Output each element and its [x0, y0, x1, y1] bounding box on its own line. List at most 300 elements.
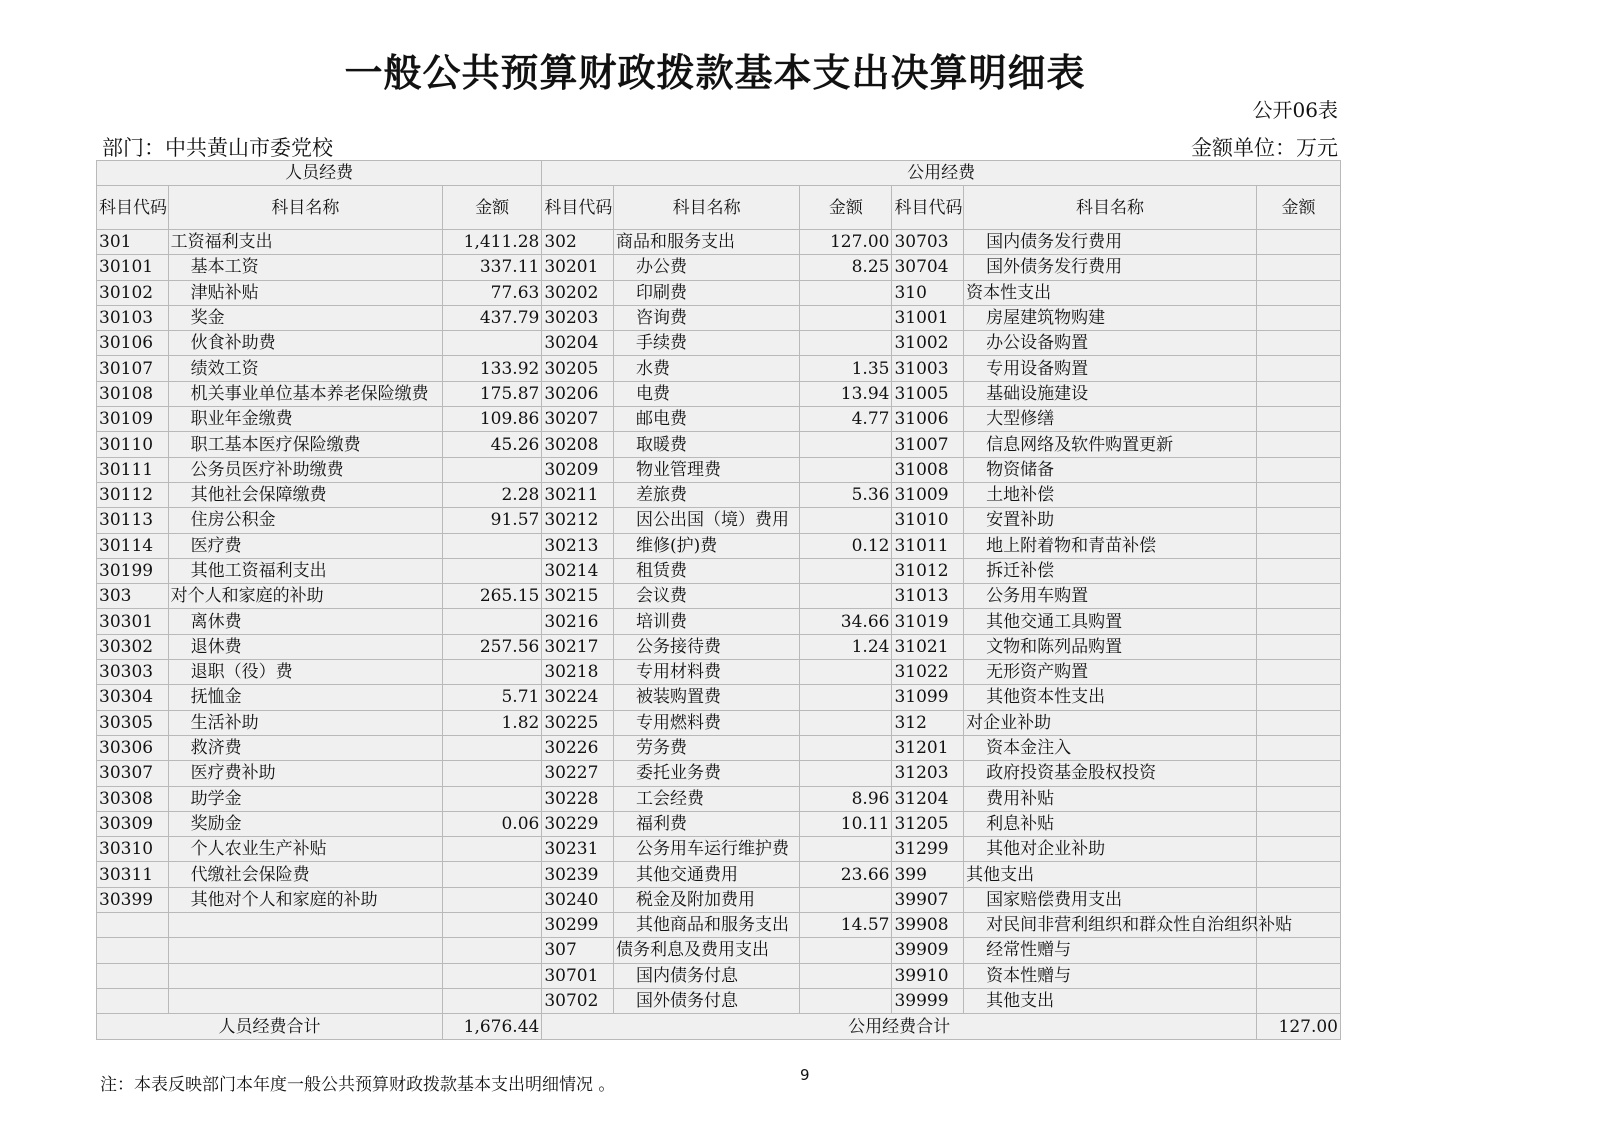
cell-name: 税金及附加费用 [614, 887, 800, 912]
table-row [97, 685, 1341, 710]
cell-amount [443, 558, 542, 583]
cell-code: 30307 [97, 761, 169, 786]
cell-name: 差旅费 [614, 482, 800, 507]
cell-amount [1256, 685, 1340, 710]
cell-code: 30212 [542, 508, 614, 533]
cell-code: 30213 [542, 533, 614, 558]
table-row [97, 988, 1341, 1013]
cell-name: 其他资本性支出 [964, 685, 1257, 710]
header-amount: 金额 [443, 186, 542, 230]
cell-amount [443, 331, 542, 356]
cell-name: 商品和服务支出 [614, 230, 800, 255]
cell-name: 公务用车运行维护费 [614, 837, 800, 862]
cell-amount: 4.77 [800, 407, 892, 432]
cell-name: 电费 [614, 381, 800, 406]
cell-amount [1256, 255, 1340, 280]
cell-name: 对个人和家庭的补助 [168, 584, 442, 609]
cell-amount: 127.00 [800, 230, 892, 255]
cell-amount [1256, 660, 1340, 685]
cell-amount [1256, 558, 1340, 583]
cell-amount: 14.57 [800, 913, 892, 938]
cell-amount [1256, 735, 1340, 760]
cell-code: 30240 [542, 887, 614, 912]
cell-name: 国外债务付息 [614, 988, 800, 1013]
cell-code: 312 [892, 710, 964, 735]
cell-code: 31009 [892, 482, 964, 507]
cell-code: 30225 [542, 710, 614, 735]
cell-amount: 77.63 [443, 280, 542, 305]
table-row [97, 963, 1341, 988]
page-number: 9 [800, 1066, 810, 1084]
cell-amount: 23.66 [800, 862, 892, 887]
cell-amount: 1.24 [800, 634, 892, 659]
cell-name: 文物和陈列品购置 [964, 634, 1257, 659]
cell-name: 委托业务费 [614, 761, 800, 786]
cell-name: 抚恤金 [168, 685, 442, 710]
cell-name: 专用设备购置 [964, 356, 1257, 381]
cell-amount [1256, 331, 1340, 356]
cell-name: 机关事业单位基本养老保险缴费 [168, 381, 442, 406]
cell-code [97, 938, 169, 963]
cell-amount [1256, 280, 1340, 305]
cell-code: 30206 [542, 381, 614, 406]
cell-name: 地上附着物和青苗补偿 [964, 533, 1257, 558]
cell-code [97, 963, 169, 988]
cell-name: 退职（役）费 [168, 660, 442, 685]
cell-code: 30310 [97, 837, 169, 862]
cell-code: 30239 [542, 862, 614, 887]
cell-name: 土地补偿 [964, 482, 1257, 507]
cell-name [168, 913, 442, 938]
table-row [97, 255, 1341, 280]
cell-amount [1256, 533, 1340, 558]
cell-code: 30208 [542, 432, 614, 457]
table-row [97, 407, 1341, 432]
cell-name: 其他社会保障缴费 [168, 482, 442, 507]
cell-amount [800, 280, 892, 305]
cell-code: 30216 [542, 609, 614, 634]
cell-code: 30107 [97, 356, 169, 381]
cell-code: 30113 [97, 508, 169, 533]
cell-amount [1256, 811, 1340, 836]
cell-code: 30228 [542, 786, 614, 811]
table-row [97, 837, 1341, 862]
cell-amount [800, 761, 892, 786]
table-row [97, 533, 1341, 558]
cell-name: 对企业补助 [964, 710, 1257, 735]
table-row [97, 710, 1341, 735]
cell-amount: 45.26 [443, 432, 542, 457]
cell-amount [800, 710, 892, 735]
header-code: 科目代码 [892, 186, 964, 230]
cell-code: 30203 [542, 305, 614, 330]
cell-code: 30114 [97, 533, 169, 558]
cell-amount: 257.56 [443, 634, 542, 659]
cell-code: 30215 [542, 584, 614, 609]
cell-name: 生活补助 [168, 710, 442, 735]
cell-code: 30311 [97, 862, 169, 887]
table-row [97, 938, 1341, 963]
report-title: 一般公共预算财政拨款基本支出决算明细表 [344, 51, 1086, 95]
cell-code: 30305 [97, 710, 169, 735]
cell-amount [1256, 457, 1340, 482]
cell-name: 救济费 [168, 735, 442, 760]
header-code: 科目代码 [542, 186, 614, 230]
cell-name: 其他支出 [964, 862, 1257, 887]
cell-amount: 133.92 [443, 356, 542, 381]
cell-code: 30211 [542, 482, 614, 507]
cell-name [168, 988, 442, 1013]
cell-code: 31007 [892, 432, 964, 457]
cell-code: 31203 [892, 761, 964, 786]
table-row [97, 331, 1341, 356]
cell-name: 住房公积金 [168, 508, 442, 533]
cell-code: 303 [97, 584, 169, 609]
cell-name: 培训费 [614, 609, 800, 634]
cell-name [168, 963, 442, 988]
cell-name: 无形资产购置 [964, 660, 1257, 685]
cell-code: 30106 [97, 331, 169, 356]
header-amount: 金额 [800, 186, 892, 230]
cell-amount [443, 660, 542, 685]
cell-amount: 0.06 [443, 811, 542, 836]
table-row [97, 280, 1341, 305]
cell-name: 租赁费 [614, 558, 800, 583]
table-row [97, 508, 1341, 533]
cell-amount [1256, 508, 1340, 533]
cell-amount [800, 887, 892, 912]
cell-name: 代缴社会保险费 [168, 862, 442, 887]
table-row [97, 584, 1341, 609]
cell-code: 30231 [542, 837, 614, 862]
cell-amount [1256, 988, 1340, 1013]
cell-name: 个人农业生产补贴 [168, 837, 442, 862]
cell-code: 31013 [892, 584, 964, 609]
personnel-total-amount: 1,676.44 [443, 1014, 542, 1040]
table-row [97, 862, 1341, 887]
footnote: 注：本表反映部门本年度一般公共预算财政拨款基本支出明细情况 。 [100, 1075, 616, 1095]
cell-code: 30217 [542, 634, 614, 659]
cell-code: 31012 [892, 558, 964, 583]
cell-amount: 175.87 [443, 381, 542, 406]
table-row [97, 811, 1341, 836]
cell-amount [1256, 305, 1340, 330]
table-row [97, 432, 1341, 457]
cell-code: 30227 [542, 761, 614, 786]
cell-amount [1256, 381, 1340, 406]
cell-amount: 1,411.28 [443, 230, 542, 255]
cell-code: 30306 [97, 735, 169, 760]
cell-name: 被装购置费 [614, 685, 800, 710]
cell-amount [1256, 432, 1340, 457]
cell-name: 工会经费 [614, 786, 800, 811]
cell-name: 安置补助 [964, 508, 1257, 533]
cell-code: 30302 [97, 634, 169, 659]
cell-amount [1256, 482, 1340, 507]
cell-code: 30199 [97, 558, 169, 583]
cell-name: 离休费 [168, 609, 442, 634]
cell-code: 30703 [892, 230, 964, 255]
cell-amount: 8.25 [800, 255, 892, 280]
cell-name: 资本金注入 [964, 735, 1257, 760]
cell-name: 水费 [614, 356, 800, 381]
cell-name: 办公费 [614, 255, 800, 280]
cell-amount [800, 457, 892, 482]
cell-name: 职工基本医疗保险缴费 [168, 432, 442, 457]
cell-name: 其他商品和服务支出 [614, 913, 800, 938]
cell-amount: 1.35 [800, 356, 892, 381]
cell-code: 30109 [97, 407, 169, 432]
table-row [97, 913, 1341, 938]
header-code: 科目代码 [97, 186, 169, 230]
cell-code: 30304 [97, 685, 169, 710]
cell-amount [1256, 963, 1340, 988]
cell-code: 30229 [542, 811, 614, 836]
cell-amount [800, 988, 892, 1013]
cell-code: 30226 [542, 735, 614, 760]
cell-name: 房屋建筑物购建 [964, 305, 1257, 330]
table-row [97, 230, 1341, 255]
cell-code: 39910 [892, 963, 964, 988]
cell-code: 307 [542, 938, 614, 963]
cell-amount [1256, 609, 1340, 634]
cell-name: 邮电费 [614, 407, 800, 432]
cell-code: 30701 [542, 963, 614, 988]
cell-amount [443, 761, 542, 786]
cell-amount: 5.71 [443, 685, 542, 710]
table-row [97, 634, 1341, 659]
column-header-row [97, 186, 1341, 230]
cell-code: 30202 [542, 280, 614, 305]
table-row [97, 356, 1341, 381]
cell-name: 物业管理费 [614, 457, 800, 482]
cell-code: 30108 [97, 381, 169, 406]
header-name: 科目名称 [964, 186, 1257, 230]
table-row [97, 305, 1341, 330]
table-row [97, 482, 1341, 507]
cell-amount [800, 660, 892, 685]
cell-code: 30704 [892, 255, 964, 280]
form-number: 公开06表 [1252, 98, 1338, 122]
cell-amount: 13.94 [800, 381, 892, 406]
cell-name: 手续费 [614, 331, 800, 356]
cell-code: 30308 [97, 786, 169, 811]
cell-code: 30301 [97, 609, 169, 634]
cell-amount [1256, 230, 1340, 255]
cell-code: 301 [97, 230, 169, 255]
expenditure-detail-table [96, 160, 1341, 1040]
cell-name: 其他对个人和家庭的补助 [168, 887, 442, 912]
cell-name: 债务利息及费用支出 [614, 938, 800, 963]
cell-code: 31201 [892, 735, 964, 760]
cell-name: 职业年金缴费 [168, 407, 442, 432]
cell-amount: 337.11 [443, 255, 542, 280]
cell-code: 31011 [892, 533, 964, 558]
cell-name: 津贴补贴 [168, 280, 442, 305]
cell-name: 基本工资 [168, 255, 442, 280]
cell-code: 30399 [97, 887, 169, 912]
cell-amount: 8.96 [800, 786, 892, 811]
cell-name: 奖励金 [168, 811, 442, 836]
cell-amount [443, 938, 542, 963]
cell-code: 30303 [97, 660, 169, 685]
cell-code [97, 913, 169, 938]
cell-amount [1256, 837, 1340, 862]
cell-amount: 1.82 [443, 710, 542, 735]
cell-name: 绩效工资 [168, 356, 442, 381]
cell-name: 咨询费 [614, 305, 800, 330]
cell-amount [1256, 634, 1340, 659]
cell-amount: 0.12 [800, 533, 892, 558]
cell-code: 31204 [892, 786, 964, 811]
cell-name: 伙食补助费 [168, 331, 442, 356]
cell-code: 30218 [542, 660, 614, 685]
cell-name: 公务接待费 [614, 634, 800, 659]
department-label: 部门：中共黄山市委党校 [102, 136, 333, 160]
cell-name: 资本性赠与 [964, 963, 1257, 988]
cell-name: 会议费 [614, 584, 800, 609]
cell-code: 39908 [892, 913, 964, 938]
cell-code [97, 988, 169, 1013]
cell-name: 拆迁补偿 [964, 558, 1257, 583]
cell-amount [1256, 938, 1340, 963]
cell-name: 基础设施建设 [964, 381, 1257, 406]
cell-name: 国外债务发行费用 [964, 255, 1257, 280]
table-row [97, 609, 1341, 634]
cell-code: 30702 [542, 988, 614, 1013]
cell-name: 其他支出 [964, 988, 1257, 1013]
cell-name: 国内债务付息 [614, 963, 800, 988]
cell-code: 39909 [892, 938, 964, 963]
cell-amount [443, 533, 542, 558]
cell-name: 奖金 [168, 305, 442, 330]
group-personnel: 人员经费 [97, 161, 542, 186]
cell-code: 30209 [542, 457, 614, 482]
table-row [97, 660, 1341, 685]
cell-amount [1256, 407, 1340, 432]
header-amount: 金额 [1256, 186, 1340, 230]
amount-unit-label: 金额单位：万元 [1191, 136, 1338, 160]
table-row [97, 735, 1341, 760]
cell-name: 退休费 [168, 634, 442, 659]
cell-amount: 10.11 [800, 811, 892, 836]
cell-name: 资本性支出 [964, 280, 1257, 305]
cell-amount [800, 508, 892, 533]
cell-name: 其他交通费用 [614, 862, 800, 887]
cell-amount: 437.79 [443, 305, 542, 330]
table-row [97, 381, 1341, 406]
cell-amount: 5.36 [800, 482, 892, 507]
cell-amount [800, 735, 892, 760]
cell-code: 31099 [892, 685, 964, 710]
cell-code: 31001 [892, 305, 964, 330]
totals-row [97, 1014, 1341, 1040]
cell-amount [800, 837, 892, 862]
cell-amount [800, 963, 892, 988]
cell-amount: 91.57 [443, 508, 542, 533]
group-header-row [97, 161, 1341, 186]
cell-name: 专用燃料费 [614, 710, 800, 735]
cell-name: 其他工资福利支出 [168, 558, 442, 583]
cell-amount [1256, 356, 1340, 381]
cell-amount [443, 862, 542, 887]
cell-code: 30205 [542, 356, 614, 381]
cell-code: 31299 [892, 837, 964, 862]
cell-name: 其他交通工具购置 [964, 609, 1257, 634]
cell-code: 31006 [892, 407, 964, 432]
cell-name: 国家赔偿费用支出 [964, 887, 1257, 912]
public-total-amount: 127.00 [1256, 1014, 1340, 1040]
cell-name: 医疗费 [168, 533, 442, 558]
cell-name: 助学金 [168, 786, 442, 811]
cell-name: 办公设备购置 [964, 331, 1257, 356]
cell-code: 30101 [97, 255, 169, 280]
cell-code: 31003 [892, 356, 964, 381]
cell-amount [800, 432, 892, 457]
cell-name [168, 938, 442, 963]
cell-code: 31022 [892, 660, 964, 685]
cell-name: 印刷费 [614, 280, 800, 305]
cell-amount: 34.66 [800, 609, 892, 634]
cell-amount [1256, 786, 1340, 811]
cell-code: 30102 [97, 280, 169, 305]
cell-amount [1256, 887, 1340, 912]
cell-amount [443, 457, 542, 482]
cell-amount [443, 887, 542, 912]
cell-amount [800, 685, 892, 710]
cell-code: 30309 [97, 811, 169, 836]
cell-code: 30110 [97, 432, 169, 457]
cell-amount: 2.28 [443, 482, 542, 507]
cell-name: 大型修缮 [964, 407, 1257, 432]
cell-name: 维修(护)费 [614, 533, 800, 558]
cell-name: 专用材料费 [614, 660, 800, 685]
cell-code: 39999 [892, 988, 964, 1013]
cell-name: 劳务费 [614, 735, 800, 760]
personnel-total-label: 人员经费合计 [97, 1014, 443, 1040]
cell-code: 31205 [892, 811, 964, 836]
cell-amount [1256, 584, 1340, 609]
cell-code: 31008 [892, 457, 964, 482]
cell-code: 31002 [892, 331, 964, 356]
table-row [97, 887, 1341, 912]
cell-name: 政府投资基金股权投资 [964, 761, 1257, 786]
cell-amount [443, 963, 542, 988]
cell-name: 福利费 [614, 811, 800, 836]
cell-code: 30207 [542, 407, 614, 432]
header-name: 科目名称 [614, 186, 800, 230]
cell-code: 31010 [892, 508, 964, 533]
cell-amount [800, 331, 892, 356]
cell-code: 30224 [542, 685, 614, 710]
cell-name: 公务员医疗补助缴费 [168, 457, 442, 482]
cell-name: 对民间非营利组织和群众性自治组织补贴 [964, 913, 1257, 938]
cell-amount [443, 837, 542, 862]
cell-name: 利息补贴 [964, 811, 1257, 836]
cell-code: 30112 [97, 482, 169, 507]
cell-amount: 109.86 [443, 407, 542, 432]
cell-name: 其他对企业补助 [964, 837, 1257, 862]
cell-code: 30299 [542, 913, 614, 938]
table-row [97, 457, 1341, 482]
cell-code: 30103 [97, 305, 169, 330]
cell-name: 经常性赠与 [964, 938, 1257, 963]
cell-amount [1256, 862, 1340, 887]
cell-name: 公务用车购置 [964, 584, 1257, 609]
table-row [97, 786, 1341, 811]
cell-code: 310 [892, 280, 964, 305]
cell-amount [443, 988, 542, 1013]
